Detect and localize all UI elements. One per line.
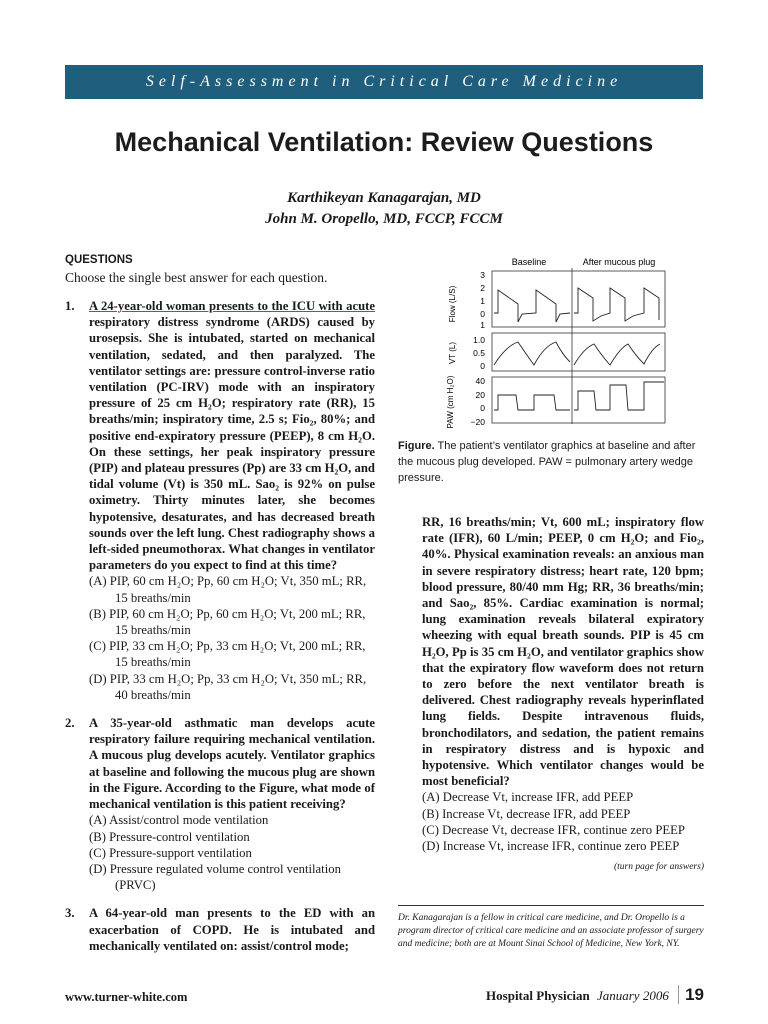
caption-label: Figure. (398, 440, 435, 452)
flow-tick: 1 (480, 320, 485, 330)
question-3 (65, 905, 375, 954)
paw-waveform-after (574, 382, 664, 410)
flow-axis-label: Flow (L/S) (448, 285, 457, 323)
option-c: (C) Decrease Vt, decrease IFR, continue zero PEEP (422, 822, 685, 837)
author-affiliation: Dr. Kanagarajan is a fellow in critical care medicine, and Dr. Oropello is a program director of critical care medicine and an associate professor of surgery and medicine; both are at Mount Sinai School of Medicine, New York, NY. (398, 905, 704, 951)
footer-info (486, 985, 704, 1005)
option-b: (B) Pressure-control ventilation (89, 829, 250, 844)
paw-panel (492, 377, 665, 423)
question-2 (65, 715, 375, 893)
question-number: 3. (65, 906, 75, 921)
question-stem: A 64-year-old man presents to the ED with an exacerbation of COPD. He is intubated and mechanically ventilated on: assist/control mode; (89, 906, 375, 953)
flow-tick: 1 (480, 296, 485, 306)
question-stem-continued: RR, 16 breaths/min; Vt, 600 mL; inspiratory flow rate (IFR), 60 L/min; PEEP, 0 cm H₂O; and Fio₂, 40%. Physical examination reveals: an anxious man in severe respiratory distress; heart rate, 120 bpm; blood pressure, 80/40 mm Hg; RR, 36 breaths/min; and Sao₂, 85%. Cardiac examination is normal; lung examination reveals bilateral expiratory wheezing with equal breath sounds. PIP is 45 cm H₂O, Pp is 35 cm H₂O, and ventilator graphics show that the expiratory flow waveform does not return to zero before the next ventilator breath is delivered. Chest radiography reveals hyperinflated lung fields. Despite intravenous fluids, bronchodilators, and sedation, the patient remains in respiratory distress and is hypoxic and hypotensive. Which ventilator changes would be most beneficial? (422, 515, 704, 789)
question-1 (65, 298, 375, 703)
ventilator-graphics-figure (398, 254, 704, 434)
left-column (65, 254, 375, 954)
option-d: (D) PIP, 33 cm H₂O; Pp, 33 cm H₂O; Vt, 350 mL; RR, 40 breaths/min (89, 671, 367, 702)
caption-text: The patient’s ventilator graphics at baseline and after the mucous plug developed. PAW = pulmonary artery wedge pressure. (398, 440, 696, 484)
option-a: (A) Assist/control mode ventilation (89, 813, 269, 828)
flow-waveform-baseline (494, 290, 570, 322)
flow-tick: 2 (480, 283, 485, 293)
question-number: 2. (65, 716, 75, 731)
question-stem (89, 298, 375, 573)
page-number: 19 (678, 985, 704, 1004)
question-number: 1. (65, 299, 75, 313)
option-d: (D) Pressure regulated volume control ventilation (PRVC) (89, 861, 341, 893)
vt-axis-label: VT (L) (448, 341, 457, 365)
highlighted-text: A 24-year-old woman presents to the ICU with acute (89, 299, 375, 313)
option-a: (A) PIP, 60 cm H₂O; Pp, 60 cm H₂O; Vt, 350 mL; RR, 15 breaths/min (89, 574, 367, 605)
option-a: (A) Decrease Vt, increase IFR, add PEEP (422, 790, 634, 805)
option-b: (B) PIP, 60 cm H₂O; Pp, 60 cm H₂O; Vt, 200 mL; RR, 15 breaths/min (89, 606, 366, 638)
right-column (398, 514, 704, 854)
figure-caption (398, 438, 704, 486)
paw-tick: −20 (470, 417, 485, 427)
vt-panel (492, 333, 665, 371)
flow-tick: 3 (480, 270, 485, 280)
option-b: (B) Increase Vt, decrease IFR, add PEEP (422, 806, 631, 821)
option-c: (C) PIP, 33 cm H₂O; Pp, 33 cm H₂O; Vt, 200 mL; RR, 15 breaths/min (89, 639, 366, 670)
flow-waveform-after (574, 288, 659, 321)
paw-tick: 20 (475, 390, 485, 400)
vt-waveform-after (574, 344, 660, 365)
issue-date: January 2006 (596, 988, 669, 1003)
article-title: Mechanical Ventilation: Review Questions (114, 127, 654, 157)
author-2: John M. Oropello, MD, FCCP, FCCM (265, 211, 503, 227)
stem-text: respiratory distress syndrome (ARDS) caused by urosepsis. She is intubated, started on mechanical ventilation, sedated, and then paralyzed. The ventilator settings are: pressure control-inverse ratio ventilation (PC-IRV) mode with an inspiratory pressure of 25 cm H₂O; respiratory rate (RR), 15 breaths/min; inspiratory time, 2.5 s; Fio₂, 80%; and positive end-expiratory pressure (PEEP), 8 cm H₂O. On these settings, her peak inspiratory pressure (PIP) and plateau pressures (Pp) are 33 cm H₂O, and tidal volume (Vt) is 350 mL. Sao₂ is 92% on pulse oximetry. Thirty minutes later, she becomes hypotensive, desaturates, and has decreased breath sounds over the left lung. Chest radiography shows a left-sided pneumothorax. What changes in ventilator parameters do you expect to find at this time? (89, 315, 375, 573)
question-3-continued (398, 514, 704, 854)
option-d: (D) Increase Vt, increase IFR, continue zero PEEP (422, 839, 680, 854)
author-list (0, 188, 768, 230)
instructions: Choose the single best answer for each question. (65, 270, 328, 285)
paw-waveform-baseline (494, 395, 570, 410)
paw-tick: 0 (480, 403, 485, 413)
publication-name: Hospital Physician (486, 988, 590, 1003)
option-c: (C) Pressure-support ventilation (89, 845, 252, 860)
paw-axis-label: PAW (cm H₂O) (446, 375, 455, 429)
turn-page-note: (turn page for answers) (614, 862, 704, 872)
author-1: Karthikeyan Kanagarajan, MD (287, 190, 481, 206)
footer-url: www.turner-white.com (65, 990, 188, 1004)
section-banner: Self-Assessment in Critical Care Medicine (65, 65, 703, 99)
question-stem: A 35-year-old asthmatic man develops acute respiratory failure requiring mechanical ventilation. A mucous plug develops acutely. Ventilator graphics at baseline and following the mucous plug are shown in the Figure. According to the Figure, what mode of mechanical ventilation is this patient receiving? (89, 716, 375, 812)
vt-tick: 0.5 (473, 348, 485, 358)
flow-tick: 0 (480, 309, 485, 319)
paw-tick: 40 (475, 376, 485, 386)
questions-heading: QUESTIONS (65, 254, 133, 266)
vt-tick: 1.0 (473, 335, 485, 345)
after-plug-label: After mucous plug (582, 257, 656, 267)
vt-waveform-baseline (494, 342, 570, 365)
baseline-label: Baseline (511, 257, 547, 267)
vt-tick: 0 (480, 361, 485, 371)
